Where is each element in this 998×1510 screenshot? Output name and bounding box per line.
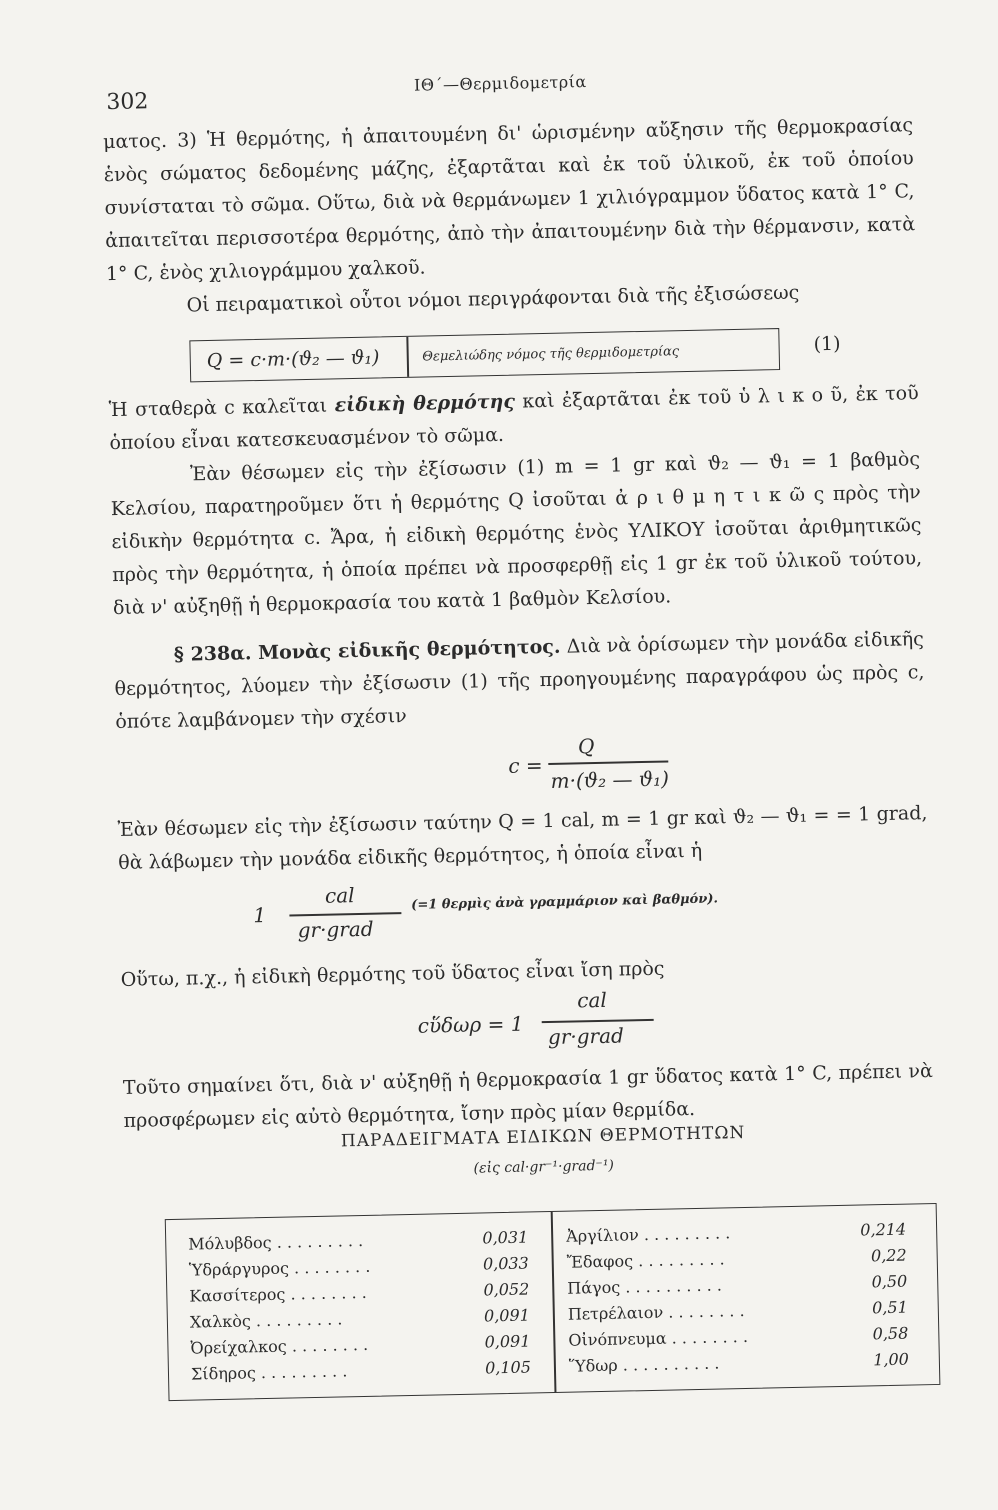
- specific-heat-table: [165, 1203, 941, 1401]
- term-specific-heat: εἰδικὴ θερμότης: [334, 390, 516, 417]
- paragraph-1: ματος. 3) Ἡ θερμότης, ἡ ἀπαιτουμένη δι' ὡρισμένην αὔξησιν τῆς θερμοκρασίας ἑνὸς σώματος δεδομένης μάζης, ἐξαρτᾶται καὶ ἐκ τοῦ ὑλικοῦ, ἐκ τοῦ ὁποίου συνίσταται τὸ σῶμα. Οὕτω, διὰ νὰ θερμάνωμεν 1 χιλιόγραμμον ὕδατος κατὰ 1° C, ἀπαιτεῖται περισσοτέρα θερμότης, ἀπὸ τὴν ἀπαιτουμένην διὰ τὴν θέρμανσιν, κατὰ 1° C, ἑνὸς χιλιογράμμου χαλκοῦ.: [102, 114, 916, 286]
- material-name: Οἰνόπνευμα . . . . . . . .: [568, 1326, 749, 1350]
- material-name: Μόλυβδος . . . . . . . . .: [188, 1230, 364, 1254]
- equation-lhs: Q = c·m·(ϑ₂ — ϑ₁): [206, 346, 380, 373]
- material-value: 0,51: [871, 1297, 908, 1318]
- section-text: Διὰ νὰ ὁρίσωμεν τὴν μονάδα εἰδικῆς θερμότητος, λύομεν τὴν ἐξίσωσιν (1) τῆς προηγουμένης παραγράφου ὡς πρὸς c, ὁπότε λαμβάνομεν τὴν σχέσιν: [114, 628, 925, 734]
- section-title: § 238α. Μονὰς εἰδικῆς θερμότητος.: [173, 635, 561, 666]
- paragraph-8: Τοῦτο σημαίνει ὅτι, διὰ ν' αὐξηθῇ ἡ θερμοκρασία 1 gr ὕδατος κατὰ 1° C, πρέπει νὰ προσφέρωμεν εἰς αὐτὸ θερμότητα, ἴσην πρὸς μίαν θερμίδα.: [122, 1060, 934, 1132]
- formula-2-one: 1: [253, 902, 267, 928]
- paragraph-7: Οὕτω, π.χ., ἡ εἰδικὴ θερμότης τοῦ ὕδατος εἶναι ἴση πρὸς: [120, 957, 665, 991]
- material-value: 0,50: [871, 1271, 908, 1292]
- material-value: 0,091: [483, 1305, 531, 1326]
- material-name: Ἔδαφος . . . . . . . . .: [566, 1249, 725, 1272]
- fundamental-equation-box: [189, 328, 780, 382]
- material-name: Ἀργίλιον . . . . . . . . .: [565, 1223, 731, 1246]
- material-value: 1,00: [873, 1349, 910, 1370]
- paragraph-6: Ἐὰν θέσωμεν εἰς τὴν ἐξίσωσιν ταύτην Q = 1 cal, m = 1 gr καὶ ϑ₂ — ϑ₁ = = 1 grad, θὰ λάβωμεν τὴν μονάδα εἰδικῆς θερμότητος, ἡ ὁποία εἶναι ἡ: [117, 802, 928, 875]
- table-title: ΠΑΡΑΔΕΙΓΜΑΤΑ ΕΙΔΙΚΩΝ ΘΕΡΜΟΤΗΤΩΝ: [340, 1122, 746, 1152]
- material-name: Ὑδράργυρος . . . . . . . .: [188, 1256, 371, 1280]
- table-right-column: [566, 1217, 909, 1380]
- material-name: Χαλκὸς . . . . . . . . .: [189, 1309, 343, 1332]
- paragraph-3-end: καὶ ἐξαρτᾶται ἐκ τοῦ ὑ λ ι κ ο ῦ, ἐκ τοῦ ὁποίου εἶναι κατεσκευασμένον τὸ σῶμα.: [109, 382, 919, 455]
- material-value: 0,22: [870, 1245, 907, 1266]
- formula-2-numerator: cal: [324, 883, 355, 908]
- formula-3-denominator: gr·grad: [547, 1023, 625, 1050]
- formula-3-lhs: cὕδωρ = 1: [417, 1011, 524, 1038]
- formula-specific-heat: [508, 732, 709, 806]
- formula-1-denominator: m·(ϑ₂ — ϑ₁): [550, 766, 670, 793]
- material-value: 0,031: [482, 1227, 529, 1248]
- formula-2-fraction-bar: [289, 912, 401, 916]
- material-name: Πετρέλαιον . . . . . . . .: [567, 1301, 745, 1324]
- equation-number: (1): [813, 332, 841, 356]
- table-left-column: [188, 1225, 531, 1388]
- running-title: ΙΘ΄—Θερμιδομετρία: [413, 72, 587, 95]
- paragraph-4: Ἐὰν θέσωμεν εἰς τὴν ἐξίσωσιν (1) m = 1 gr καὶ ϑ₂ — ϑ₁ = 1 βαθμὸς Κελσίου, παρατηροῦμεν ὅτι ἡ θερμότης Q ἰσοῦται ἀ ρ ι θ μ η τ ι κ ῶ ς πρὸς τὴν εἰδικὴν θερμότητα c. Ἄρα, ἡ εἰδικὴ θερμότης ἑνὸς ΥΛΙΚΟΥ ἰσοῦται ἀριθμητικῶς πρὸς τὴν θερμότητα, ἡ ὁποία πρέπει νὰ προσφερθῇ εἰς 1 gr ἐκ τοῦ ὑλικοῦ τούτου, διὰ ν' αὐξηθῇ ἡ θερμοκρασία του κατὰ 1 βαθμὸν Κελσίου.: [110, 448, 923, 620]
- page-number: 302: [106, 89, 149, 116]
- material-name: Ὀρείχαλκος . . . . . . . .: [190, 1334, 369, 1358]
- formula-2-note: (=1 θερμὶς ἀνὰ γραμμάριον καὶ βαθμόν).: [411, 891, 719, 913]
- formula-unit: [253, 873, 854, 956]
- formula-1-lhs: c =: [508, 753, 543, 778]
- formula-3-numerator: cal: [577, 987, 608, 1013]
- material-value: 0,052: [483, 1279, 530, 1300]
- formula-3-fraction-bar: [542, 1019, 654, 1023]
- material-value: 0,033: [482, 1253, 529, 1274]
- paragraph-5: [114, 623, 926, 739]
- equation-name: Θεμελιώδης νόμος τῆς θερμιδομετρίας: [422, 343, 680, 365]
- paragraph-2: Οἱ πειραματικοὶ οὗτοι νόμοι περιγράφονται διὰ τῆς ἐξισώσεως: [186, 281, 800, 317]
- formula-1-numerator: Q: [577, 734, 595, 759]
- formula-1-fraction-bar: [548, 760, 668, 764]
- material-value: 0,58: [872, 1323, 909, 1344]
- formula-2-denominator: gr·grad: [297, 916, 374, 943]
- formula-water: [417, 987, 658, 1062]
- material-value: 0,091: [484, 1331, 531, 1352]
- material-name: Σίδηρος . . . . . . . . .: [190, 1361, 348, 1384]
- material-value: 0,105: [484, 1357, 532, 1378]
- material-name: Κασσίτερος . . . . . . . .: [189, 1282, 367, 1306]
- material-name: Πάγος . . . . . . . . . .: [567, 1275, 723, 1298]
- material-name: Ὕδωρ . . . . . . . . . .: [568, 1353, 720, 1376]
- material-value: 0,214: [860, 1219, 907, 1240]
- paragraph-3-start: Ἡ σταθερὰ c καλεῖται: [108, 394, 335, 422]
- table-units: (εἰς cal·gr⁻¹·grad⁻¹): [473, 1157, 615, 1177]
- table-divider: [551, 1212, 556, 1392]
